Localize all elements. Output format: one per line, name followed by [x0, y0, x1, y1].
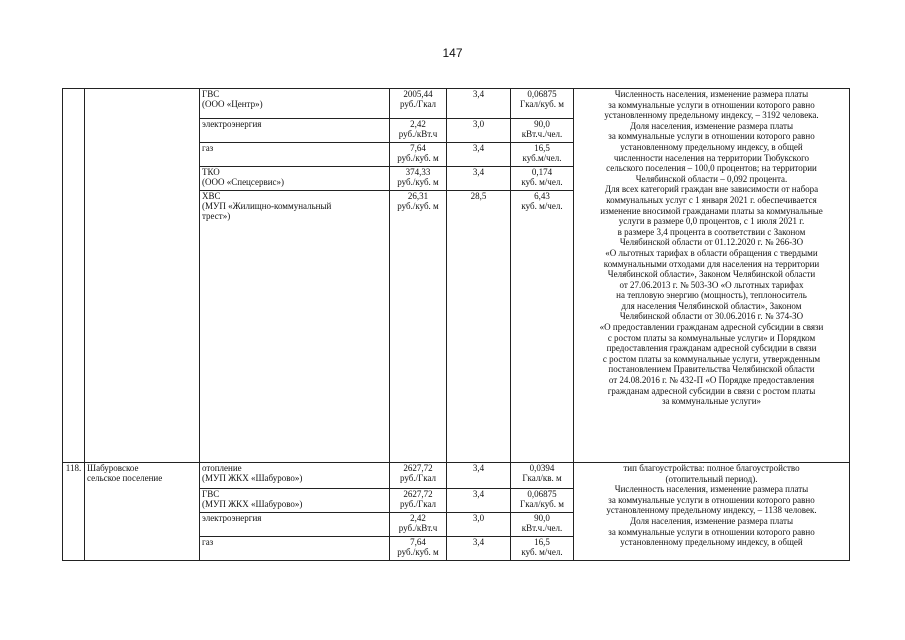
text-line: сельского поселения – 100,0 процентов; на территории — [606, 163, 817, 174]
text-line: от 27.06.2013 г. № 503-ЗО «О льготных тарифах — [619, 279, 804, 290]
index-cell: 3,4 — [447, 463, 511, 489]
text-line: 7,64 — [410, 537, 426, 547]
text-line: 374,33 — [405, 167, 431, 177]
text-line: 0,174 — [531, 167, 553, 177]
text-line: на тепловую энергию (мощность), теплоноситель — [616, 290, 807, 301]
norm-cell — [511, 143, 574, 167]
service-cell: электроэнергия — [200, 119, 390, 143]
table-row — [63, 89, 850, 119]
text-line: Челябинской области», Законом Челябинской области — [607, 269, 816, 280]
index-cell: 3,4 — [447, 489, 511, 513]
note-cell — [574, 89, 850, 463]
text-line: для населения Челябинской области», Законом — [621, 300, 802, 311]
text-line: руб./куб. м — [397, 153, 439, 163]
index-cell: 3,4 — [447, 89, 511, 119]
text-line: (МУП ЖКХ «Шабурово») — [202, 473, 303, 483]
text-line: Шабуровское — [87, 463, 139, 473]
text-line: руб./Гкал — [399, 499, 437, 509]
table-row — [63, 463, 850, 489]
text-line: за коммунальные услуги в отношении которого равно — [608, 526, 815, 537]
norm-cell — [511, 463, 574, 489]
text-line: за коммунальные услуги» — [661, 396, 762, 407]
text-line: 0,06875 — [527, 489, 557, 499]
text-line: кВт.ч./чел. — [521, 523, 563, 533]
tariff-cell — [390, 89, 447, 119]
norm-cell — [511, 489, 574, 513]
service-cell: газ — [200, 143, 390, 167]
text-line: предоставления гражданам адресной субсидии в связи — [606, 343, 817, 354]
tariff-table — [62, 88, 850, 561]
norm-cell — [511, 89, 574, 119]
text-line: ТКО — [202, 167, 220, 177]
text-line: установленному предельному индексу, – 3192 человека. — [604, 110, 819, 121]
text-line: Доля населения, изменение размера платы — [629, 515, 794, 526]
norm-cell — [511, 119, 574, 143]
text-line: Гкал/куб. м — [520, 499, 564, 509]
text-line: в размере 3,4 процента в соответствии с Законом — [617, 226, 806, 237]
tariff-cell — [390, 537, 447, 561]
text-line: коммунальных услуг с 1 января 2021 г. обеспечивается — [606, 194, 817, 205]
text-line: (МУП ЖКХ «Шабурово») — [202, 499, 303, 509]
text-line: ГВС — [202, 89, 220, 99]
tariff-cell — [390, 463, 447, 489]
text-line: установленному предельному индексу, в общей — [620, 141, 803, 152]
text-line: за коммунальные услуги в отношении которого равно — [608, 494, 815, 505]
text-line: от 24.08.2016 г. № 432-П «О Порядке предоставления — [608, 375, 815, 386]
page-number: 147 — [442, 46, 463, 60]
text-line: коммунальными отходами для населения на территории — [603, 258, 820, 269]
service-cell — [200, 167, 390, 191]
text-line: куб. м/чел. — [521, 201, 563, 211]
text-line: руб./куб. м — [397, 201, 439, 211]
index-cell: 3,0 — [447, 119, 511, 143]
text-line: 26,31 — [407, 191, 429, 201]
row-number-cell: 118. — [63, 463, 85, 561]
text-line: куб. м/чел. — [521, 547, 563, 557]
text-line: 16,5 — [534, 537, 550, 547]
text-line: постановлением Правительства Челябинской области — [608, 364, 815, 375]
note-cell — [574, 463, 850, 561]
service-cell — [200, 191, 390, 463]
settlement-name-cell — [85, 89, 200, 463]
text-line: 0,0394 — [529, 463, 555, 473]
text-line: 0,06875 — [527, 89, 557, 99]
service-cell — [200, 463, 390, 489]
text-line: с ростом платы за коммунальные услуги» и Порядком — [607, 332, 816, 343]
text-line: куб. м/чел. — [521, 177, 563, 187]
text-line: ХВС — [202, 191, 221, 201]
text-line: тип благоустройства: полное благоустройство — [623, 463, 800, 473]
text-line: «О предоставлении гражданам адресной субсидии в связи — [599, 322, 824, 333]
text-line: руб./Гкал — [399, 99, 437, 109]
norm-cell — [511, 167, 574, 191]
text-line: трест») — [202, 211, 231, 221]
text-line: отопление — [202, 463, 242, 473]
text-line: 16,5 — [534, 143, 550, 153]
service-cell — [200, 89, 390, 119]
service-cell — [200, 489, 390, 513]
text-line: за коммунальные услуги в отношении которого равно — [608, 131, 815, 142]
norm-cell — [511, 191, 574, 463]
service-cell: газ — [200, 537, 390, 561]
text-line: Челябинской области от 30.06.2016 г. № 374-ЗО — [619, 311, 804, 322]
text-line: 6,43 — [534, 191, 550, 201]
text-line: установленному предельному индексу, в общей — [620, 537, 803, 548]
norm-cell — [511, 537, 574, 561]
index-cell: 28,5 — [447, 191, 511, 463]
text-line: Гкал/куб. м — [520, 99, 564, 109]
text-line: (ООО «Спецсервис») — [202, 177, 285, 187]
tariff-cell — [390, 191, 447, 463]
text-line: за коммунальные услуги в отношении которого равно — [608, 99, 815, 110]
text-line: руб./кВт.ч — [398, 523, 438, 533]
text-line: Челябинской области – 0,092 процента. — [635, 173, 788, 184]
text-line: ГВС — [202, 489, 220, 499]
text-line: 7,64 — [410, 143, 426, 153]
norm-cell — [511, 513, 574, 537]
text-line: куб.м/чел. — [522, 153, 562, 163]
text-line: кВт.ч./чел. — [521, 129, 563, 139]
tariff-cell — [390, 167, 447, 191]
tariff-cell — [390, 143, 447, 167]
text-line: руб./Гкал — [399, 473, 437, 483]
text-line: 90,0 — [534, 119, 550, 129]
text-line: изменение вносимой гражданами платы за коммунальные — [600, 205, 823, 216]
row-number-cell — [63, 89, 85, 463]
text-line: «О льготных тарифах в области обращения с твердыми — [605, 247, 818, 258]
text-line: руб./кВт.ч — [398, 129, 438, 139]
index-cell: 3,4 — [447, 143, 511, 167]
text-line: сельское поселение — [87, 473, 163, 483]
text-line: 2005,44 — [403, 89, 433, 99]
text-line: 90,0 — [534, 513, 550, 523]
text-line: Для всех категорий граждан вне зависимости от набора — [604, 184, 819, 195]
text-line: Гкал/кв. м — [522, 473, 562, 483]
text-line: (ООО «Центр») — [202, 99, 263, 109]
text-line: Доля населения, изменение размера платы — [629, 120, 794, 131]
settlement-name-cell — [85, 463, 200, 561]
text-line: численности населения на территории Тюбукского — [613, 152, 810, 163]
text-line: 2,42 — [410, 119, 426, 129]
text-line: 2,42 — [410, 513, 426, 523]
tariff-cell — [390, 489, 447, 513]
text-line: гражданам адресной субсидии в связи с ростом платы — [607, 385, 816, 396]
index-cell: 3,4 — [447, 537, 511, 561]
tariff-cell — [390, 513, 447, 537]
text-line: руб./куб. м — [397, 547, 439, 557]
text-line: (отопительный период). — [665, 473, 758, 484]
index-cell: 3,4 — [447, 167, 511, 191]
tariff-cell — [390, 119, 447, 143]
text-line: с ростом платы за коммунальные услуги, утвержденным — [602, 353, 821, 364]
text-line: (МУП «Жилищно-коммунальный — [202, 201, 332, 211]
service-cell: электроэнергия — [200, 513, 390, 537]
text-line: установленному предельному индексу, – 1138 человек. — [606, 505, 817, 516]
text-line: руб./куб. м — [397, 177, 439, 187]
text-line: услуги в размере 0,0 процентов, с 1 июля 2021 г. — [618, 216, 805, 227]
text-line: Численность населения, изменение размера платы — [614, 484, 809, 495]
index-cell: 3,0 — [447, 513, 511, 537]
text-line: Челябинской области от 01.12.2020 г. № 266-ЗО — [619, 237, 804, 248]
text-line: 2627,72 — [403, 463, 433, 473]
text-line: 2627,72 — [403, 489, 433, 499]
text-line: Численность населения, изменение размера платы — [614, 89, 809, 99]
